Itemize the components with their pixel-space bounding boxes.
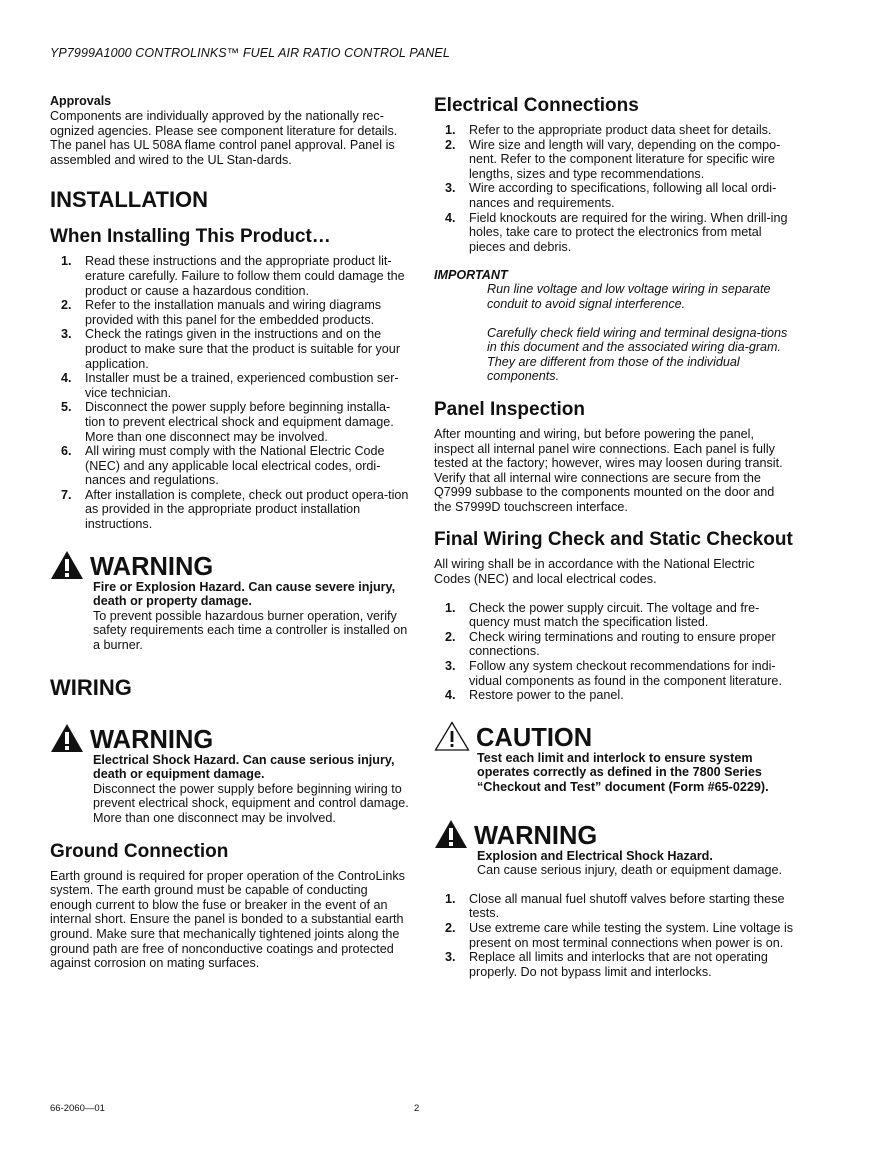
- important-label: IMPORTANT: [434, 268, 508, 283]
- important-note: Carefully check field wiring and terminal designa-tions in this document and the associated wiring dia-gram. They are different from those of the individual components.: [487, 325, 788, 384]
- warning-triangle-icon: [434, 819, 468, 849]
- list-item: 1. Refer to the appropriate product data sheet for details.: [445, 123, 772, 137]
- important-note: Run line voltage and low voltage wiring in separate conduit to avoid signal interference.: [487, 282, 771, 311]
- final-wiring-heading: Final Wiring Check and Static Checkout: [434, 529, 793, 551]
- warning-text: Can cause serious injury, death or equipment damage.: [477, 863, 782, 878]
- list-item: 2. Refer to the installation manuals and wiring diagrams provided with this panel for the embedded products.: [61, 298, 382, 327]
- list-item: 3. Follow any system checkout recommendations for indi-vidual components as found in the component literature.: [445, 659, 782, 688]
- left-column: [50, 94, 410, 971]
- list-item: 3. Wire according to specifications, following all local ordi-nances and requirements.: [445, 181, 777, 210]
- final-wiring-text: All wiring shall be in accordance with the National Electric Codes (NEC) and local electrical codes.: [434, 557, 755, 587]
- approvals-heading: Approvals: [50, 94, 112, 108]
- when-installing-heading: When Installing This Product…: [50, 226, 331, 248]
- list-item: 4. Restore power to the panel.: [445, 688, 624, 703]
- install-steps-list: [50, 254, 410, 531]
- list-item: 6. All wiring must comply with the National Electric Code (NEC) and any applicable local electrical codes, ordi-nances and regulations.: [61, 444, 385, 488]
- warning-hazard: Explosion and Electrical Shock Hazard.: [477, 848, 713, 863]
- warning-electrical-shock: [50, 723, 410, 826]
- warning-explosion-shock: [434, 819, 794, 878]
- list-item: 7. After installation is complete, check out product opera-tion as provided in the appropriate product installation instructions.: [61, 487, 409, 532]
- panel-inspection-heading: Panel Inspection: [434, 398, 585, 420]
- list-item: 4. Installer must be a trained, experienced combustion ser-vice technician.: [61, 371, 399, 400]
- electrical-connections-heading: Electrical Connections: [434, 95, 639, 116]
- warning-text: Disconnect the power supply before beginning wiring to prevent electrical shock, equipment and control damage. More than one disconnect may be involved.: [93, 781, 409, 825]
- list-item: 4. Field knockouts are required for the wiring. When drill-ing holes, take care to protect the electronics from metal pieces and debris.: [445, 210, 788, 254]
- warning-label: WARNING: [90, 725, 214, 754]
- test-steps-list: [434, 892, 794, 980]
- list-item: 1. Read these instructions and the appropriate product lit-erature carefully. Failure to follow them could damage the product or cause a hazardous condition.: [61, 254, 405, 298]
- running-header: YP7999A1000 CONTROLINKS™ FUEL AIR RATIO CONTROL PANEL: [50, 46, 450, 60]
- caution-label: CAUTION: [476, 723, 593, 752]
- wiring-heading: WIRING: [50, 674, 132, 700]
- warning-hazard: Electrical Shock Hazard. Can cause serious injury, death or equipment damage.: [93, 752, 395, 782]
- warning-label: WARNING: [474, 821, 598, 850]
- installation-heading: INSTALLATION: [50, 187, 209, 213]
- ground-connection-text: Earth ground is required for proper operation of the ControLinks system. The earth ground must be capable of conducting enough current to blow the fuse or breaker in the event of an internal short. Ensure the panel is bonded to a substantial earth ground. Make sure that mechanically tightened joints along the ground path are free of nonconductive coatings and protected against corrosion on mating surfaces.: [50, 868, 405, 971]
- warning-fire-explosion: [50, 550, 410, 653]
- list-item: 2. Wire size and length will vary, depending on the compo-nent. Refer to the component literature for specific wire lengths, sizes and type recommendations.: [445, 137, 781, 181]
- caution-text: Test each limit and interlock to ensure system operates correctly as defined in the 7800 Series “Checkout and Test” document (Form #65-0229).: [477, 750, 769, 794]
- caution-triangle-icon: [434, 721, 470, 751]
- warning-text: To prevent possible hazardous burner operation, verify safety requirements each time a controller is installed on a burner.: [93, 608, 408, 653]
- warning-triangle-icon: [50, 723, 84, 753]
- ground-connection-heading: Ground Connection: [50, 840, 229, 862]
- list-item: 1. Check the power supply circuit. The voltage and fre-quency must match the specification listed.: [445, 600, 760, 630]
- approvals-text: Components are individually approved by the nationally rec-ognized agencies. Please see component literature for details. The panel has UL 508A flame control panel approval. Panel is assembled and wired to the UL Stan-dards.: [50, 109, 398, 167]
- list-item: 2. Check wiring terminations and routing to ensure proper connections.: [445, 629, 776, 659]
- list-item: 2. Use extreme care while testing the system. Line voltage is present on most terminal connections when power is on.: [445, 920, 794, 950]
- panel-inspection-text: After mounting and wiring, but before powering the panel, inspect all internal panel wire connections. Each panel is fully tested at the factory; however, wires may loosen during transit. Verify that all internal wire connections are secure from the Q7999 subbase to the components mounted on the door and the S7999D touchscreen interface.: [434, 426, 783, 514]
- right-column: [434, 94, 794, 979]
- warning-label: WARNING: [90, 552, 214, 581]
- final-steps-list: [434, 601, 794, 703]
- list-item: 1. Close all manual fuel shutoff valves before starting these tests.: [445, 891, 785, 921]
- caution-block: [434, 721, 794, 795]
- list-item: 5. Disconnect the power supply before beginning installa-tion to prevent electrical shock and equipment damage. More than one disconnect may be involved.: [61, 400, 394, 444]
- electrical-steps-list: [434, 123, 794, 254]
- document-number: 66-2060—01: [50, 1103, 105, 1114]
- page-number: 2: [414, 1103, 420, 1114]
- warning-triangle-icon: [50, 550, 84, 580]
- list-item: 3. Replace all limits and interlocks that are not operating properly. Do not bypass limit and interlocks.: [445, 950, 768, 979]
- warning-hazard: Fire or Explosion Hazard. Can cause severe injury, death or property damage.: [93, 579, 396, 609]
- list-item: 3. Check the ratings given in the instructions and on the product to make sure that the product is suitable for your application.: [61, 327, 401, 371]
